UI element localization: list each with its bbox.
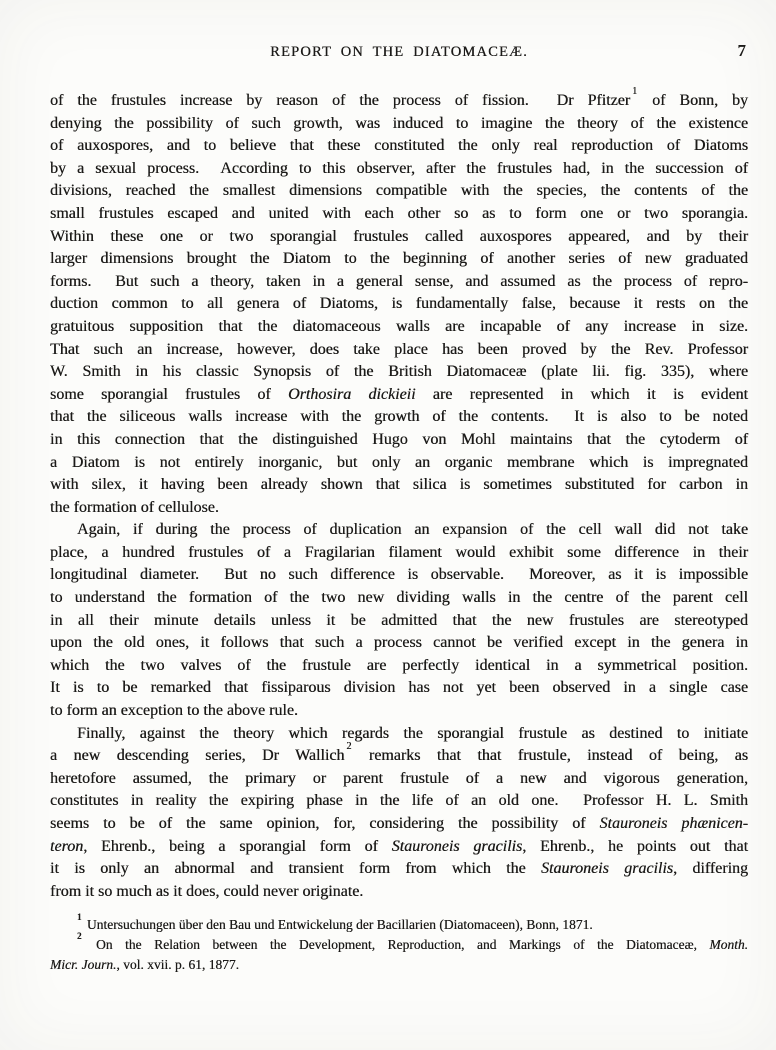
text-line xyxy=(50,858,748,881)
italic-run: Orthosira dickieii xyxy=(288,385,416,403)
paragraph xyxy=(50,519,748,722)
text-line xyxy=(50,677,748,700)
paragraph xyxy=(50,931,748,975)
text-line xyxy=(50,339,748,362)
text-line xyxy=(50,180,748,203)
text-line xyxy=(50,542,748,565)
text-run: On the Relation between the Development, Reproduction, and Markings of the Diatomaceæ, xyxy=(83,936,710,952)
text-line xyxy=(50,836,748,859)
text-run: W. Smith in his classic Synopsis of the British Diatomaceæ (plate lii. fig. 335), where xyxy=(50,363,748,381)
text-run: a Diatom is not entirely inorganic, but only an organic membrane which is impregnated xyxy=(50,453,748,471)
text-run: duction common to all genera of Diatoms, is fundamentally false, because it rests on the xyxy=(50,295,748,313)
page-number: 7 xyxy=(737,41,746,60)
text-run: larger dimensions brought the Diatom to the beginning of another series of new graduated xyxy=(50,250,748,268)
text-run: Again, if during the process of duplication an expansion of the cell wall did not take xyxy=(77,521,748,539)
text-run: , differing xyxy=(673,860,749,878)
text-line xyxy=(50,655,748,678)
running-head xyxy=(50,41,748,64)
text-run: , vol. xvii. p. 61, 1877. xyxy=(116,956,240,972)
text-run: to form an exception to the above rule. xyxy=(50,702,298,720)
text-run: constitutes in reality the expiring phase in the life of an old one. Professor H. L. Smith xyxy=(50,792,748,810)
text-body xyxy=(50,85,749,903)
text-run: forms. But such a theory, taken in a general sense, and assumed as the process of repro- xyxy=(50,272,748,290)
text-run: that the siliceous walls increase with the growth of the contents. It is also to be noted xyxy=(50,408,748,426)
text-line xyxy=(50,955,748,975)
text-line xyxy=(50,248,748,271)
text-line xyxy=(50,429,748,452)
text-run: , Ehrenb., he points out that xyxy=(522,837,749,855)
text-run: It is to be remarked that fissiparous division has not yet been observed in a single case xyxy=(50,679,748,697)
text-line xyxy=(50,768,748,791)
text-run: heretofore assumed, the primary or parent frustule of a new and vigorous generation, xyxy=(50,769,748,787)
text-line xyxy=(50,135,748,158)
text-line xyxy=(50,361,748,384)
italic-run: Stauroneis gracilis xyxy=(540,860,674,878)
text-line xyxy=(50,203,748,226)
text-line xyxy=(50,85,749,113)
text-run: longitudinal diameter. But no such difference is observable. Moreover, as it is impossible xyxy=(50,566,748,584)
text-run: are represented in which it is evident xyxy=(415,385,748,403)
text-line xyxy=(50,452,748,475)
text-line xyxy=(50,610,748,633)
footnote-marker: 1 xyxy=(77,911,82,922)
text-run: of the frustules increase by reason of the process of fission. Dr Pfitzer xyxy=(50,92,631,109)
text-run: small frustules escaped and united with each other so as to form one or two sporangia. xyxy=(50,204,748,222)
text-line xyxy=(50,931,748,955)
text-run: which the two valves of the frustule are perfectly identical in a symmetrical position. xyxy=(50,656,748,674)
text-line xyxy=(50,158,748,181)
text-run: denying the possibility of such growth, was induced to imagine the theory of the existence xyxy=(50,114,748,132)
text-line xyxy=(50,587,748,610)
text-run: by a sexual process. According to this observer, after the frustules had, in the succession of xyxy=(50,159,748,177)
italic-run: Stauroneis gracilis xyxy=(391,837,523,855)
text-run: in this connection that the distinguished Hugo von Mohl maintains that the cytoderm of xyxy=(50,430,748,448)
text-run: with silex, it having been already shown that silica is sometimes substituted for carbon in xyxy=(50,476,748,494)
footnote-marker: 2 xyxy=(77,931,82,942)
text-line xyxy=(50,519,748,542)
text-line xyxy=(50,632,748,655)
text-line xyxy=(50,790,748,813)
text-run: of Bonn, by xyxy=(638,92,749,109)
text-run: Untersuchungen über den Bau und Entwickelung der Bacillarien (Diatomaceen), Bonn, 1871. xyxy=(83,917,593,932)
text-run: in all their minute details unless it be admitted that the new frustules are stereotyped xyxy=(50,611,748,629)
page-header-title: REPORT ON THE DIATOMACEÆ. xyxy=(270,44,528,60)
italic-run: Month. xyxy=(709,936,748,952)
footnote-marker: 2 xyxy=(346,740,352,752)
paragraph xyxy=(50,85,749,519)
text-run: upon the old ones, it follows that such a process cannot be verified except in the genera in xyxy=(50,634,748,652)
text-run: seems to be of the same opinion, for, considering the possibility of xyxy=(50,815,600,832)
text-run: divisions, reached the smallest dimensions compatible with the species, the contents of the xyxy=(50,182,748,200)
footnote-marker: 1 xyxy=(632,85,638,97)
italic-run: Stauroneis phænicen- xyxy=(599,815,748,832)
text-line xyxy=(50,813,748,836)
text-line xyxy=(50,293,748,316)
text-line xyxy=(50,271,748,294)
text-run: gratuitous supposition that the diatomaceous walls are incapable of any increase in size. xyxy=(50,317,748,335)
text-line xyxy=(50,881,748,904)
text-run: the formation of cellulose. xyxy=(50,498,219,516)
text-line xyxy=(50,316,748,339)
text-run: some sporangial frustules of xyxy=(50,385,289,403)
text-line xyxy=(50,740,748,768)
text-run: a new descending series, Dr Wallich xyxy=(50,747,345,765)
text-line xyxy=(50,113,748,136)
text-line xyxy=(50,226,748,249)
text-line xyxy=(50,911,748,935)
text-line xyxy=(50,497,748,520)
text-run: it is only an abnormal and transient form from which the xyxy=(50,860,541,878)
footnote-section xyxy=(50,911,748,974)
paragraph xyxy=(50,723,748,904)
text-run: remarks that that frustule, instead of being, as xyxy=(352,747,748,765)
text-line xyxy=(50,384,748,407)
text-run: Finally, against the theory which regards the sporangial frustule as destined to initiate xyxy=(77,724,748,742)
text-run: to understand the formation of the two new dividing walls in the centre of the parent cell xyxy=(50,589,748,607)
text-run: from it so much as it does, could never originate. xyxy=(50,882,364,900)
text-line xyxy=(50,406,748,429)
text-line xyxy=(50,723,748,746)
paragraph xyxy=(50,911,748,935)
text-run: place, a hundred frustules of a Fragilarian filament would exhibit some difference in their xyxy=(50,543,748,561)
text-run: , Ehrenb., being a sporangial form of xyxy=(83,837,392,855)
text-line xyxy=(50,700,748,723)
text-line xyxy=(50,474,748,497)
text-run: of auxospores, and to believe that these constituted the only real reproduction of Diatoms xyxy=(50,137,748,155)
text-line xyxy=(50,564,748,587)
text-run: That such an increase, however, does take place has been proved by the Rev. Professor xyxy=(50,340,748,358)
italic-run: Micr. Journ. xyxy=(50,956,117,972)
italic-run: teron xyxy=(50,837,84,855)
text-run: Within these one or two sporangial frustules called auxospores appeared, and by their xyxy=(50,227,748,245)
